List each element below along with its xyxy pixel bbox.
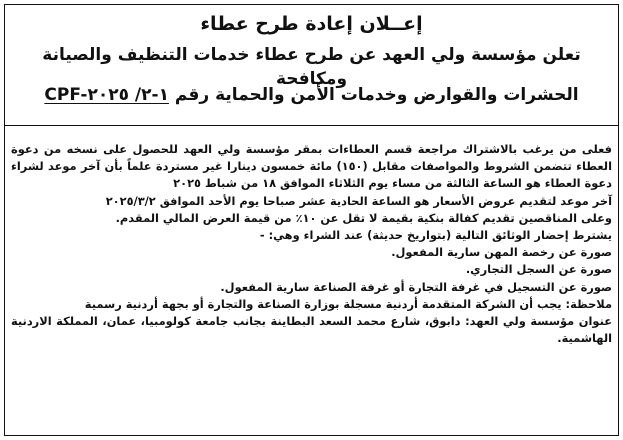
announcement-subtitle-line2 bbox=[13, 83, 610, 107]
paragraph-guarantee: وعلى المناقصين تقديم كفالة بنكية بقيمة لا تقل عن ١٠٪ من قيمة العرض المالي المقدم. bbox=[115, 210, 612, 225]
requirement-license: صورة عن رخصة المهن سارية المفعول. bbox=[391, 245, 612, 260]
announcement-subtitle: تعلن مؤسسة ولي العهد عن طرح عطاء خدمات التنظيف والصيانة ومكافحة bbox=[42, 45, 581, 89]
paragraph-note: ملاحظة: يجب أن الشركة المتقدمة أردنية مسجلة بوزارة الصناعة والتجارة أو بجهة أردنية رسمية bbox=[84, 296, 612, 311]
requirement-commercial-register: صورة عن السجل التجاري. bbox=[465, 262, 612, 277]
paragraph-intro: فعلى من يرغب بالاشتراك مراجعة قسم العطاءات بمقر مؤسسة ولي العهد للحصول على نسخه من دعوة العطاء تتضمن الشروط والمواصفات مقابل (١٥٠) مائة خمسون دينارا غير مستردة علماً بأن آخر موعد لشراء دعوة العطاء هو الساعة الثالثة من مساء يوم الثلاثاء الموافق ١٨ من شباط ٢٠٢٥ bbox=[11, 142, 612, 191]
paragraph-address: عنوان مؤسسة ولي العهد: دابوق، شارع محمد السعد البطاينة بجانب جامعة كولومبيا، عمان، المملكة الاردنية الهاشمية. bbox=[11, 314, 612, 346]
paragraph-requirements: يشترط إحضار الوثائق التالية (بتواريخ حديثة) عند الشراء وهي: - bbox=[259, 228, 612, 243]
announcement-frame bbox=[4, 4, 619, 436]
announcement-body bbox=[5, 141, 618, 435]
requirement-chamber: صورة عن التسجيل في غرفة التجارة أو غرفة الصناعة سارية المفعول. bbox=[220, 279, 612, 294]
announcement-title: إعــلان إعادة طرح عطاء bbox=[200, 13, 423, 35]
subtitle-line2-text: الحشرات والقوارض وخدمات الأمن والحماية رقم bbox=[174, 85, 579, 105]
paragraph-deadline: آخر موعد لتقديم عروض الأسعار هو الساعة الحادية عشر صباحا يوم الأحد الموافق ٢٠٢٥/٣/٢ bbox=[105, 193, 612, 208]
tender-number: CPF-١-٢/ ٢٠٢٥ bbox=[44, 85, 169, 105]
header-box bbox=[5, 5, 618, 126]
